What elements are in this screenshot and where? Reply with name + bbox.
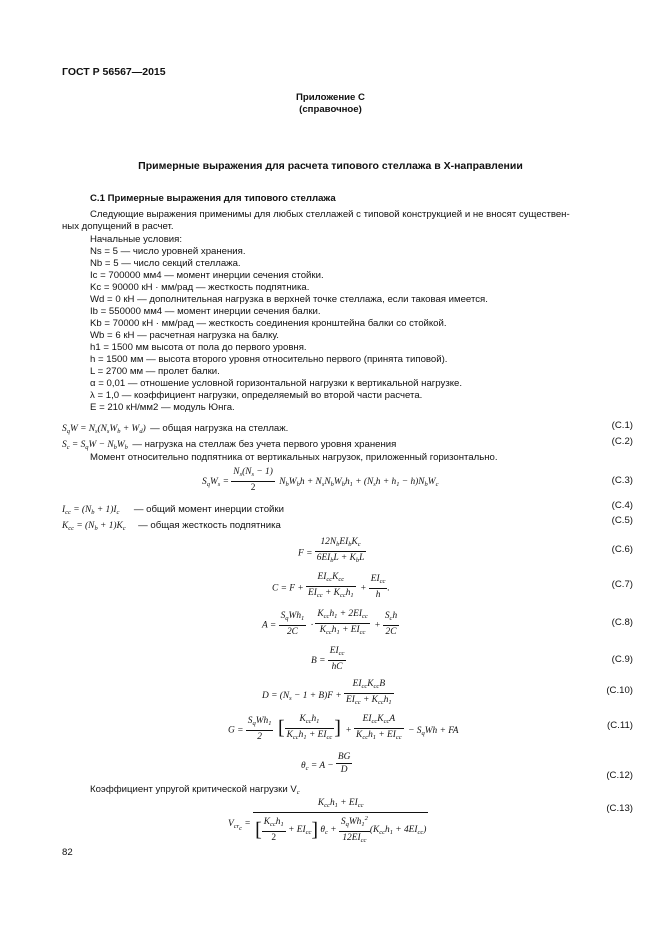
equation-c11: G = $\frac{S_qWh_1}{2}$ [ $\frac{K_{cc}h_1}{K_{cc}h_1 + EI_{cc}}$ ] + $\frac{EI_{cc}K_{cc}A}{K_{cc}h_1 + EI_{cc}}$ − $S_qWh$ + FA: [228, 714, 459, 742]
equation-c4-text: — общий момент инерции стойки: [133, 504, 284, 515]
param-item: Ib = 550000 мм4 — момент инерции сечения балки.: [90, 306, 321, 317]
equation-c6: F = $\frac{12N_bEI_bK_c}{6EI_bL + K_bL}$: [298, 537, 365, 564]
param-item: Ic = 700000 мм4 — момент инерции сечения стойки.: [90, 270, 324, 281]
param-item: E = 210 кН/мм2 — модуль Юнга.: [90, 402, 235, 413]
equation-number: (С.6): [611, 544, 633, 555]
equation-c3: $S_qW_s$ = $\frac{N_s(N_s - 1)}{2}$ $N_bW_bh + N_sN_bW_bh_1 + (N_sh + h_1 - h)N_bW_c$: [202, 467, 439, 493]
appendix-title: Приложение С: [296, 92, 365, 103]
param-item: h1 = 1500 мм высота от пола до первого уровня.: [90, 342, 307, 353]
param-item: Wd = 0 кН — дополнительная нагрузка в верхней точке стеллажа, если таковая имеется.: [90, 294, 488, 305]
equation-number: (С.10): [606, 685, 633, 696]
equation-c7: C = F + $\frac{EI_{cc}K_{cc}}{EI_{cc} + K_{cc}h_1}$ + $\frac{EI_{cc}}{h}$ .: [272, 572, 390, 600]
standard-header: ГОСТ Р 56567—2015: [62, 66, 166, 78]
section-title: Примерные выражения для расчета типового стеллажа в X-направлении: [138, 160, 523, 172]
equation-c13: $V_{cr_c}$ = $K_{cc}h_1 + EI_{cc}$ [ $\frac{K_{cc}h_1}{2}$ + $EI_{cc}$] $\theta_c$ + $\frac{S_qWh_1^2}{12EI_{cc}}$ $(K_{cc}h_1 + 4EI_{cc})$: [228, 798, 427, 844]
param-item: Kb = 70000 кН · мм/рад — жесткость соединения кронштейна балки со стойкой.: [90, 318, 447, 329]
equation-c9: B = $\frac{EI_{cc}}{hC}$: [311, 646, 345, 672]
equation-number: (С.1): [611, 420, 633, 431]
param-item: λ = 1,0 — коэффициент нагрузки, определяемый во второй части расчета.: [90, 390, 423, 401]
equation-number: (С.4): [611, 500, 633, 511]
equation-number: (С.13): [606, 803, 633, 814]
intro-line-1: Следующие выражения применимы для любых стеллажей с типовой конструкцией и не вносят существен-: [90, 209, 570, 220]
equation-number: (С.5): [611, 515, 633, 526]
appendix-kind: (справочное): [299, 104, 362, 115]
equation-number: (С.3): [611, 475, 633, 486]
param-item: α = 0,01 — отношение условной горизонтальной нагрузки к вертикальной нагрузке.: [90, 378, 463, 389]
param-item: h = 1500 мм — высота второго уровня относительно первого (принята типовой).: [90, 354, 448, 365]
param-item: Nb = 5 — число секций стеллажа.: [90, 258, 241, 269]
equation-c5-text: — общая жесткость подпятника: [138, 520, 281, 531]
equation-c2-text: — нагрузка на стеллаж без учета первого уровня хранения: [132, 439, 397, 450]
equation-c12: $\theta_c = A$ − $\frac{BG}{D}$: [301, 752, 351, 775]
equation-c10: $D = (N_s - 1 + B)F$ + $\frac{EI_{cc}K_{cc}B}{EI_{cc} + K_{cc}h_1}$: [262, 679, 392, 706]
param-item: Wb = 6 кН — расчетная нагрузка на балку.: [90, 330, 279, 341]
equation-c4: $I_{cc} = (N_b + 1)I_c$ — общий момент инерции стойки: [62, 504, 284, 516]
subsection-title: С.1 Примерные выражения для типового стеллажа: [90, 193, 336, 204]
equation-number: (С.12): [606, 770, 633, 781]
equation-c8: A = $\frac{S_qWh_1}{2C}$ · $\frac{K_{cc}h_1 + 2EI_{cc}}{K_{cc}h_1 + EI_{cc}}$ + $\frac{S_ch}{2C}$: [262, 609, 398, 637]
equation-c1: $S_qW = N_s(N_sW_b + W_d)$ — общая нагрузка на стеллаж.: [62, 423, 289, 435]
param-item: L = 2700 мм — пролет балки.: [90, 366, 220, 377]
equation-c2: $S_c = S_qW - N_bW_b$ — нагрузка на стеллаж без учета первого уровня хранения: [62, 439, 397, 451]
elastic-coefficient-line: Коэффициент упругой критической нагрузки $V_c$: [90, 784, 300, 796]
elastic-text: Коэффициент упругой критической нагрузки V: [90, 784, 297, 795]
equation-number: (С.2): [611, 436, 633, 447]
equation-number: (С.9): [611, 654, 633, 665]
param-item: Kc = 90000 кН · мм/рад — жесткость подпятника.: [90, 282, 310, 293]
equation-number: (С.11): [607, 720, 633, 731]
equation-c5: $K_{cc} = (N_b + 1)K_c$ — общая жесткость подпятника: [62, 520, 281, 532]
equation-c1-text: — общая нагрузка на стеллаж.: [150, 423, 289, 434]
intro-line-2: ных допущений в расчет.: [62, 221, 174, 232]
page-number: 82: [62, 847, 73, 858]
equation-number: (С.7): [611, 579, 633, 590]
initial-conditions: Начальные условия:: [90, 234, 183, 245]
moment-text: Момент относительно подпятника от вертикальных нагрузок, приложенный горизонтально.: [90, 452, 498, 463]
parameter-list: [90, 246, 488, 414]
param-item: Ns = 5 — число уровней хранения.: [90, 246, 246, 257]
equation-number: (С.8): [611, 617, 633, 628]
